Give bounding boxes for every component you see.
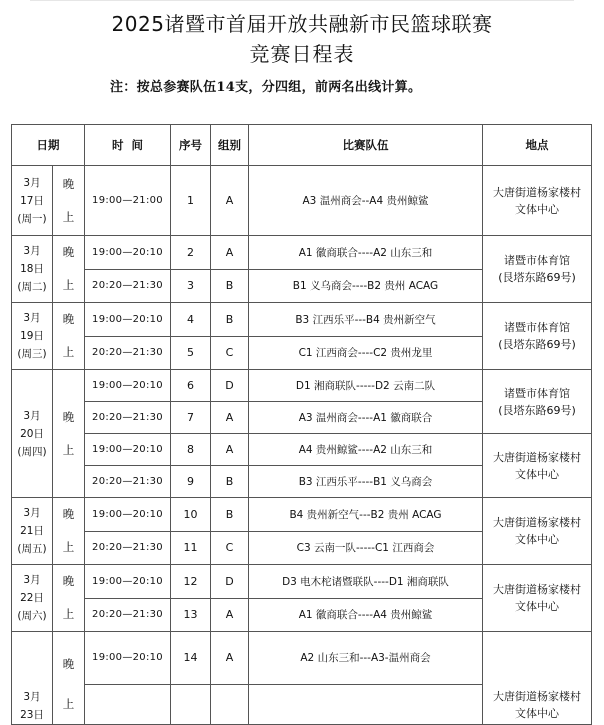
header-group: 组别 [211, 125, 249, 166]
header-date: 日期 [12, 125, 85, 166]
match-cell: B4 贵州新空气---B2 贵州 ACAG [249, 498, 483, 532]
table-row [12, 236, 592, 270]
seq-cell: 10 [171, 498, 211, 532]
group-cell: C [211, 336, 249, 370]
match-cell: A1 徽商联合----A2 山东三和 [249, 236, 483, 270]
venue-cell: 诸暨市体育馆 (艮塔东路69号) [483, 236, 592, 303]
match-cell: A2 山东三和---A3-温州商会 [249, 632, 483, 685]
group-cell: B [211, 498, 249, 532]
venue-cell: 诸暨市体育馆 (艮塔东路69号) [483, 370, 592, 434]
time-cell: 19:00—20:10 [85, 370, 171, 402]
table-row [12, 303, 592, 337]
seq-cell: 4 [171, 303, 211, 337]
group-cell: A [211, 598, 249, 632]
top-rule [30, 0, 574, 1]
seq-cell: 12 [171, 565, 211, 599]
seq-cell: 7 [171, 402, 211, 434]
match-cell: A1 徽商联合----A4 贵州鲸鲨 [249, 598, 483, 632]
group-cell: A [211, 402, 249, 434]
venue-cell: 大唐街道杨家楼村 文体中心 [483, 632, 592, 725]
header-row [12, 125, 592, 166]
seq-cell: 2 [171, 236, 211, 270]
time-cell: 20:20—21:30 [85, 531, 171, 565]
session-cell: 晚 上 [53, 166, 85, 236]
date-cell: 3月 19日 (周三) [12, 303, 53, 370]
group-cell: A [211, 236, 249, 270]
seq-cell: 9 [171, 466, 211, 498]
match-cell: C1 江西商会----C2 贵州龙里 [249, 336, 483, 370]
document-subtitle: 竞赛日程表 [249, 42, 355, 66]
match-cell: D1 湘商联队-----D2 云南二队 [249, 370, 483, 402]
table-row [12, 370, 592, 402]
date-cell: 3月 23日 [12, 632, 53, 725]
seq-cell: 8 [171, 434, 211, 466]
time-cell: 19:00—20:10 [85, 236, 171, 270]
document-title: 2025诸暨市首届开放共融新市民篮球联赛 [111, 12, 493, 36]
time-cell: 20:20—21:30 [85, 466, 171, 498]
time-cell: 19:00—21:00 [85, 166, 171, 236]
group-cell: B [211, 303, 249, 337]
match-cell: A4 贵州鲸鲨----A2 山东三和 [249, 434, 483, 466]
match-cell: D3 电木柁诸暨联队----D1 湘商联队 [249, 565, 483, 599]
match-cell [249, 684, 483, 724]
session-cell: 晚 上 [53, 236, 85, 303]
header-match: 比赛队伍 [249, 125, 483, 166]
session-cell: 晚 上 [53, 370, 85, 498]
date-cell: 3月 20日 (周四) [12, 370, 53, 498]
time-cell: 19:00—20:10 [85, 632, 171, 685]
table-row [12, 434, 592, 466]
seq-cell: 13 [171, 598, 211, 632]
seq-cell: 5 [171, 336, 211, 370]
seq-cell: 11 [171, 531, 211, 565]
time-cell: 19:00—20:10 [85, 498, 171, 532]
seq-cell: 6 [171, 370, 211, 402]
time-cell: 20:20—21:30 [85, 402, 171, 434]
match-cell: B3 江西乐平----B1 义乌商会 [249, 466, 483, 498]
table-row [12, 498, 592, 532]
table-row [12, 632, 592, 685]
venue-cell: 诸暨市体育馆 (艮塔东路69号) [483, 303, 592, 370]
group-cell [211, 684, 249, 724]
schedule-table [11, 124, 592, 725]
group-cell: B [211, 269, 249, 303]
seq-cell [171, 684, 211, 724]
time-cell: 19:00—20:10 [85, 565, 171, 599]
time-cell: 19:00—20:10 [85, 434, 171, 466]
group-cell: A [211, 434, 249, 466]
match-cell: C3 云南一队-----C1 江西商会 [249, 531, 483, 565]
seq-cell: 14 [171, 632, 211, 685]
header-venue: 地点 [483, 125, 592, 166]
header-time: 时 间 [85, 125, 171, 166]
group-cell: A [211, 166, 249, 236]
group-cell: B [211, 466, 249, 498]
group-cell: D [211, 370, 249, 402]
time-cell [85, 684, 171, 724]
table-row [12, 166, 592, 236]
session-cell: 晚 上 [53, 565, 85, 632]
match-cell: B1 义乌商会----B2 贵州 ACAG [249, 269, 483, 303]
time-cell: 20:20—21:30 [85, 269, 171, 303]
time-cell: 19:00—20:10 [85, 303, 171, 337]
session-cell: 晚 上 [53, 303, 85, 370]
session-cell: 晚 上 [53, 632, 85, 725]
time-cell: 20:20—21:30 [85, 598, 171, 632]
group-cell: A [211, 632, 249, 685]
date-cell: 3月 18日 (周二) [12, 236, 53, 303]
venue-cell: 大唐街道杨家楼村 文体中心 [483, 434, 592, 498]
time-cell: 20:20—21:30 [85, 336, 171, 370]
venue-cell: 大唐街道杨家楼村 文体中心 [483, 498, 592, 565]
seq-cell: 3 [171, 269, 211, 303]
match-cell: A3 温州商会--A4 贵州鲸鲨 [249, 166, 483, 236]
match-cell: B3 江西乐平---B4 贵州新空气 [249, 303, 483, 337]
venue-cell: 大唐街道杨家楼村 文体中心 [483, 565, 592, 632]
match-cell: A3 温州商会----A1 徽商联合 [249, 402, 483, 434]
seq-cell: 1 [171, 166, 211, 236]
date-cell: 3月 22日 (周六) [12, 565, 53, 632]
venue-cell: 大唐街道杨家楼村 文体中心 [483, 166, 592, 236]
schedule-note: 注：按总参赛队伍14支，分四组，前两名出线计算。 [110, 80, 422, 95]
session-cell: 晚 上 [53, 498, 85, 565]
header-seq: 序号 [171, 125, 211, 166]
date-cell: 3月 17日 (周一) [12, 166, 53, 236]
date-cell: 3月 21日 (周五) [12, 498, 53, 565]
table-row [12, 565, 592, 599]
group-cell: C [211, 531, 249, 565]
group-cell: D [211, 565, 249, 599]
